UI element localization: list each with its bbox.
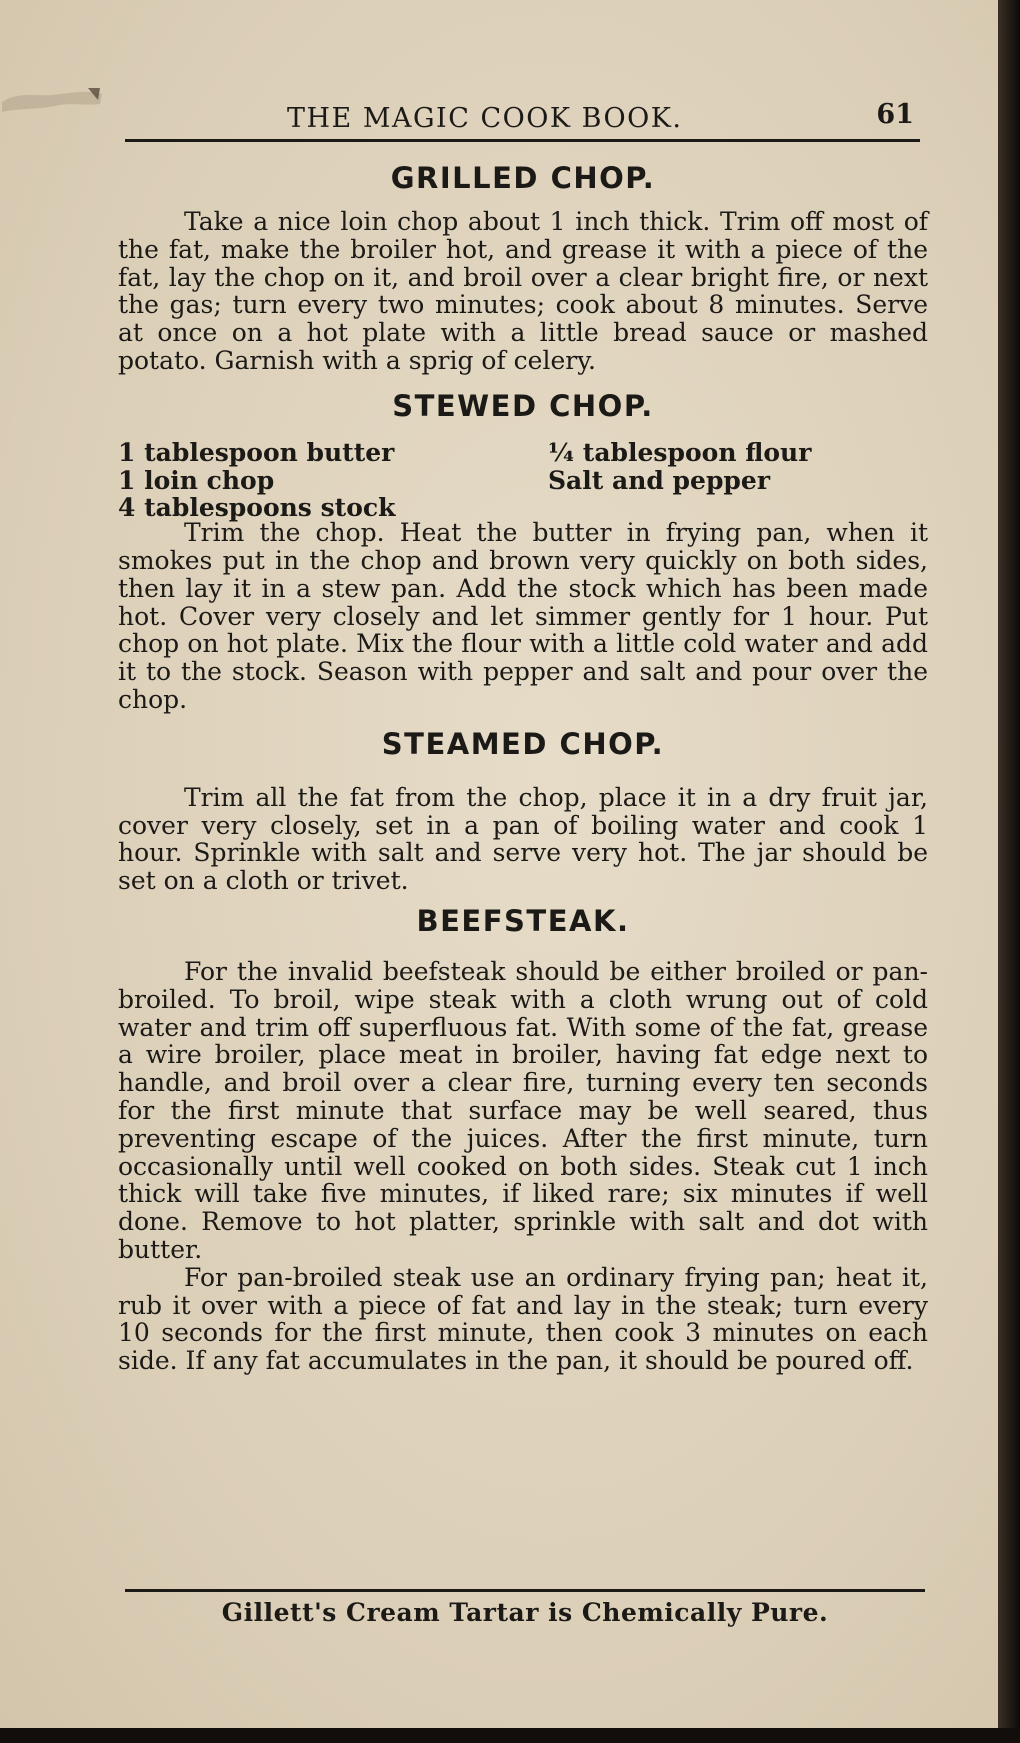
running-header bbox=[125, 97, 920, 142]
recipe-text-steamed-chop: Trim all the fat from the chop, place it in a dry fruit jar, cover very closely, set in a pan of boiling water and cook 1 hour. Sprinkle with salt and serve very hot. The jar should be set on a cloth or trivet. bbox=[118, 782, 928, 896]
ingredient-list-stewed-chop bbox=[118, 439, 928, 522]
ingredient-item: 1 tablespoon butter bbox=[118, 437, 395, 467]
recipe-heading-grilled-chop: GRILLED CHOP. bbox=[390, 161, 656, 195]
page-bottom-shadow bbox=[0, 1728, 1020, 1743]
ingredient-item: 4 tablespoons stock bbox=[118, 493, 396, 523]
footer-advertisement: Gillett's Cream Tartar is Chemically Pure. bbox=[221, 1598, 829, 1627]
footer-divider bbox=[125, 1589, 925, 1592]
book-title: THE MAGIC COOK BOOK. bbox=[287, 103, 683, 134]
recipe-heading-stewed-chop: STEWED CHOP. bbox=[392, 388, 654, 423]
recipe-text-beefsteak-broil: For the invalid beefsteak should be either broiled or pan-broiled. To broil, wipe steak with a cloth wrung out of cold water and trim off superfluous fat. With some of the fat, grease a wire broiler, place meat in broiler, having fat edge next to handle, and broil over a clear fire, turning every ten seconds for the first minute that surface may be well seared, thus preventing escape of the juices. After the first minute, turn occasionally until well cooked on both sides. Steak cut 1 inch thick will take five minutes, if liked rare; six minutes if well done. Remove to hot platter, sprinkle with salt and dot with butter. bbox=[118, 956, 928, 1264]
recipe-heading-beefsteak: BEEFSTEAK. bbox=[416, 903, 630, 938]
recipe-heading-steamed-chop: STEAMED CHOP. bbox=[381, 726, 665, 761]
book-spine-shadow bbox=[998, 0, 1020, 1743]
recipe-text-stewed-chop: Trim the chop. Heat the butter in frying pan, when it smokes put in the chop and brown very quickly on both sides, then lay it in a stew pan. Add the stock which has been made hot. Cover very closely and let simmer gently for 1 hour. Put chop on hot plate. Mix the flour with a little cold water and add it to the stock. Season with pepper and salt and pour over the chop. bbox=[118, 518, 928, 714]
ingredient-item: ¼ tablespoon flour bbox=[548, 437, 812, 467]
recipe-text-grilled-chop: Take a nice loin chop about 1 inch thick. Trim off most of the fat, make the broiler hot, and grease it with a piece of the fat, lay the chop on it, and broil over a clear bright fire, or next the gas; turn every two minutes; cook about 8 minutes. Serve at once on a hot plate with a little bread sauce or mashed potato. Garnish with a sprig of celery. bbox=[118, 207, 928, 375]
recipe-content bbox=[118, 160, 928, 1375]
page-number: 61 bbox=[876, 99, 914, 130]
torn-tab-mark bbox=[0, 82, 105, 116]
ingredient-item: Salt and pepper bbox=[548, 465, 770, 495]
ingredient-item: 1 loin chop bbox=[118, 465, 275, 495]
recipe-text-beefsteak-pan-broil: For pan-broiled steak use an ordinary frying pan; heat it, rub it over with a piece of fat and lay in the steak; turn every 10 seconds for the first minute, then cook 3 minutes on each side. If any fat accumulates in the pan, it should be poured off. bbox=[118, 1262, 928, 1376]
